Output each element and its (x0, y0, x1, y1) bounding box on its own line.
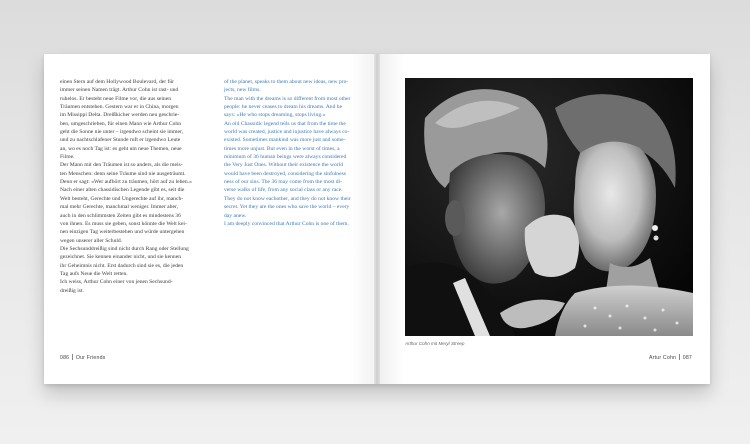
german-text-line: ruhelos. Er besteht neue Filme vor, die aus seinen (60, 95, 172, 102)
folio-divider (72, 354, 73, 360)
english-text-line: times more unjust. But even in the worst of times, a (224, 145, 340, 152)
english-text-line: world was created, justice and injustice have always co- (224, 129, 350, 136)
right-page (377, 54, 710, 384)
german-text-line: geht die Sonne nie unter – irgendwo scheint sie immer, (60, 129, 184, 136)
german-text-line: immer seinen Namen trägt. Arthur Cohn ist rast- und (60, 87, 179, 94)
english-text-line: would have been destroyed, considering the sinfulness (224, 170, 346, 177)
english-text-line: jects, new films. (224, 87, 261, 94)
german-text-line: einen Stern auf dem Hollywood Boulevard, der für (60, 79, 175, 85)
english-text-line: day anew. (224, 212, 247, 219)
german-text-line: an, wo es noch Tag ist: es geht um neue Themen, neue (60, 145, 182, 152)
german-text-line: auch in den schlimmsten Zeiten gibt es mindestens 36 (60, 212, 181, 219)
english-text-line: An old Chassidic legend tells us that from the time the (224, 120, 346, 127)
german-text-line: und zu nachtschlafener Stunde ruft er irgendwo Leute (60, 137, 181, 144)
photo-caption: Arthur Cohn mit Meryl Streep (405, 341, 465, 346)
book-gutter (374, 54, 380, 384)
german-text-line: dreißig ist. (60, 287, 84, 294)
german-text-line: Ich weiss, Arthur Cohn einer von jenen Sechsund- (60, 279, 173, 286)
german-text-column (60, 78, 204, 295)
german-text-line: mal mehr Gerechte, manchmal weniger. Immer aber, (60, 204, 178, 211)
photo-image (405, 78, 693, 336)
english-text-line: of the planet, speaks to them about new ideas, new pro- (224, 79, 349, 85)
english-text-line: ness of our sins. The 36 may come from the most di- (224, 179, 342, 186)
german-text-line: nen einzigen Tag weiterbestehen und würde untergehen (60, 229, 185, 236)
german-text-line: Träumen entstehen. Gestern war er in China, morgen (60, 104, 179, 111)
german-text-line: wegen unserer aller Schuld. (60, 237, 123, 244)
folio-divider (679, 354, 680, 360)
english-text-line: minimum of 36 human beings were always considered (224, 154, 347, 161)
german-text-line: Tag aufs Neue die Welt retten. (60, 270, 128, 277)
english-text-column (224, 78, 362, 228)
english-text-line: The man with the dreams is so different from most other (224, 95, 351, 102)
german-text-line: Denn er sagt: «Wer aufhört zu träumen, hört auf zu leben.» (60, 179, 192, 186)
german-text-line: ten Menschen: denn seine Träume sind nie ausgeträumt. (60, 170, 186, 177)
english-text-line: They do not know eachother, and they do not know their (224, 195, 351, 202)
english-text-line: secret. Yet they are the ones who save the world – every (224, 204, 350, 211)
right-page-number: 087 (682, 355, 692, 361)
english-text-line: says: «He who stops dreaming, stops living.» (224, 112, 326, 119)
left-page (44, 54, 377, 384)
german-text-line: ihr Geheimnis nicht. Erst dadurch sind sie es, die jeden (60, 262, 184, 269)
german-text-line: Welt besteht, Gerechte und Ungerechte auf ihr, manch- (60, 195, 184, 202)
english-text-line: verse walks of life, from any social class or any race. (224, 187, 343, 194)
english-text-line: people: he never ceases to dream his dreams. And he (224, 104, 343, 111)
german-text-line: Die Sechsunddreißig sind nicht durch Rang oder Stellung (60, 245, 189, 252)
right-folio (649, 354, 692, 361)
german-text-line: im Missippi Delta. Dreißkicher werden neu geschrie- (60, 112, 180, 119)
book-spread (44, 54, 710, 384)
english-text-line: existed. Sometimes mankind was more just and some- (224, 137, 346, 144)
german-text-line: Nach einer alten chassidischen Legende gibt es, seit die (60, 187, 185, 194)
german-text-line: gezeichnet. Sie kennen einander nicht, und sie kennen (60, 254, 181, 261)
left-page-number: 086 (60, 355, 70, 361)
left-folio (60, 354, 105, 361)
english-text-line: I am deeply convinced that Arthur Cohn is one of them. (224, 220, 349, 227)
right-page-section-title: Artur Cohn (649, 355, 677, 361)
left-page-section-title: Our Friends (75, 355, 106, 361)
german-text-line: Filme. (60, 154, 75, 161)
german-text-line: von ihnen. Es muss sie geben, sonst könnte die Welt kei- (60, 220, 187, 227)
german-text-line: Der Mann mit den Träumen ist so anders, als die meis- (60, 162, 183, 169)
portrait-photo (405, 78, 693, 336)
english-text-line: the Very Just Ones. Without their existence the world (224, 162, 344, 169)
german-text-line: ben, umgeschrieben, für einen Mann wie Arthur Cohn (60, 120, 182, 127)
